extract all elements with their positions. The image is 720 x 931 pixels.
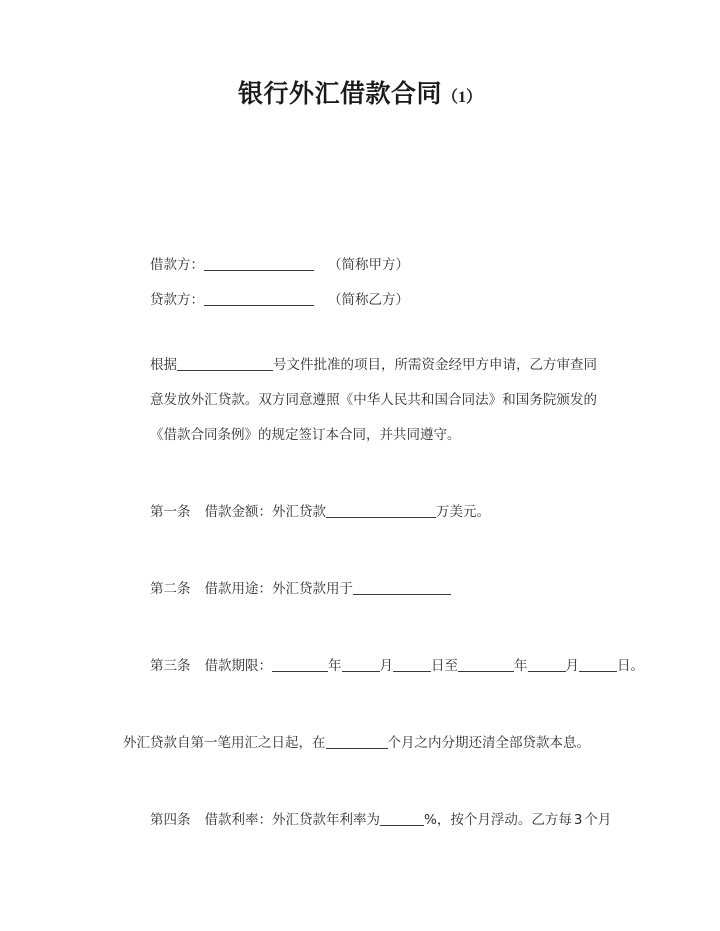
borrower-line	[123, 248, 597, 283]
rate-adjust-interval: 3	[573, 812, 583, 828]
clause-4-number: 第四条	[150, 812, 191, 828]
clause-article-4	[123, 803, 612, 838]
end-day-blank[interactable]	[579, 657, 617, 672]
clause-3-number: 第三条	[150, 658, 191, 674]
start-year-blank[interactable]	[272, 657, 328, 672]
page-title-main: 银行外汇借款合同	[237, 81, 442, 108]
preamble-segment-1: 根据	[150, 357, 177, 373]
page-title-suffix: （1）	[442, 89, 483, 106]
clause-article-3	[123, 649, 644, 684]
clause-1-number: 第一条	[150, 504, 191, 520]
loan-amount-blank[interactable]	[326, 503, 436, 518]
preamble-paragraph	[123, 348, 597, 453]
end-month-blank[interactable]	[528, 657, 566, 672]
borrower-note: （简称甲方）	[328, 257, 409, 273]
clause-1-text-2: 万美元。	[436, 504, 490, 520]
lender-line	[123, 283, 597, 318]
preamble-segment-2: 号文件批准的项目，所需资金经甲方申请，乙方审查同意发放外汇贷款。双方同意遵照《中华人民共和国合同法》和国务院颁发的《借款合同条例》的规定签订本合同，并共同遵守。	[150, 357, 597, 443]
clause-1-text-1: 借款金额：外汇贷款	[204, 504, 326, 520]
lender-label: 贷款方：	[150, 292, 204, 308]
clause-article-1	[123, 495, 597, 530]
clause-article-2	[123, 572, 597, 607]
clause-4-text-2: %，按个月浮动。乙方每	[424, 812, 572, 828]
start-month-blank[interactable]	[342, 657, 380, 672]
start-day-unit: 日至	[431, 658, 458, 674]
document-number-blank[interactable]	[177, 356, 273, 371]
document-body	[123, 248, 644, 838]
repayment-text-1: 外汇贷款自第一笔用汇之日起，在	[123, 735, 326, 751]
repayment-paragraph	[123, 726, 597, 761]
clause-2-text-1: 借款用途：外汇贷款用于	[204, 581, 353, 597]
page-title	[0, 74, 720, 110]
lender-note: （简称乙方）	[328, 292, 409, 308]
clause-2-number: 第二条	[150, 581, 191, 597]
end-year-unit: 年	[514, 658, 528, 674]
borrower-name-blank[interactable]	[204, 256, 314, 271]
clause-4-text-3: 个月	[584, 812, 612, 828]
start-year-unit: 年	[328, 658, 342, 674]
end-month-unit: 月	[565, 658, 579, 674]
repayment-months-blank[interactable]	[326, 734, 388, 749]
borrower-label: 借款方：	[150, 257, 204, 273]
clause-4-text-1: 借款利率：外汇贷款年利率为	[204, 812, 380, 828]
end-year-blank[interactable]	[458, 657, 514, 672]
lender-name-blank[interactable]	[204, 291, 314, 306]
clause-3-text-1: 借款期限：	[204, 658, 272, 674]
start-day-blank[interactable]	[393, 657, 431, 672]
repayment-text-2: 个月之内分期还清全部贷款本息。	[387, 735, 590, 751]
loan-purpose-blank[interactable]	[353, 580, 451, 595]
interest-rate-blank[interactable]	[380, 811, 424, 826]
start-month-unit: 月	[379, 658, 393, 674]
end-day-unit: 日。	[617, 658, 644, 674]
